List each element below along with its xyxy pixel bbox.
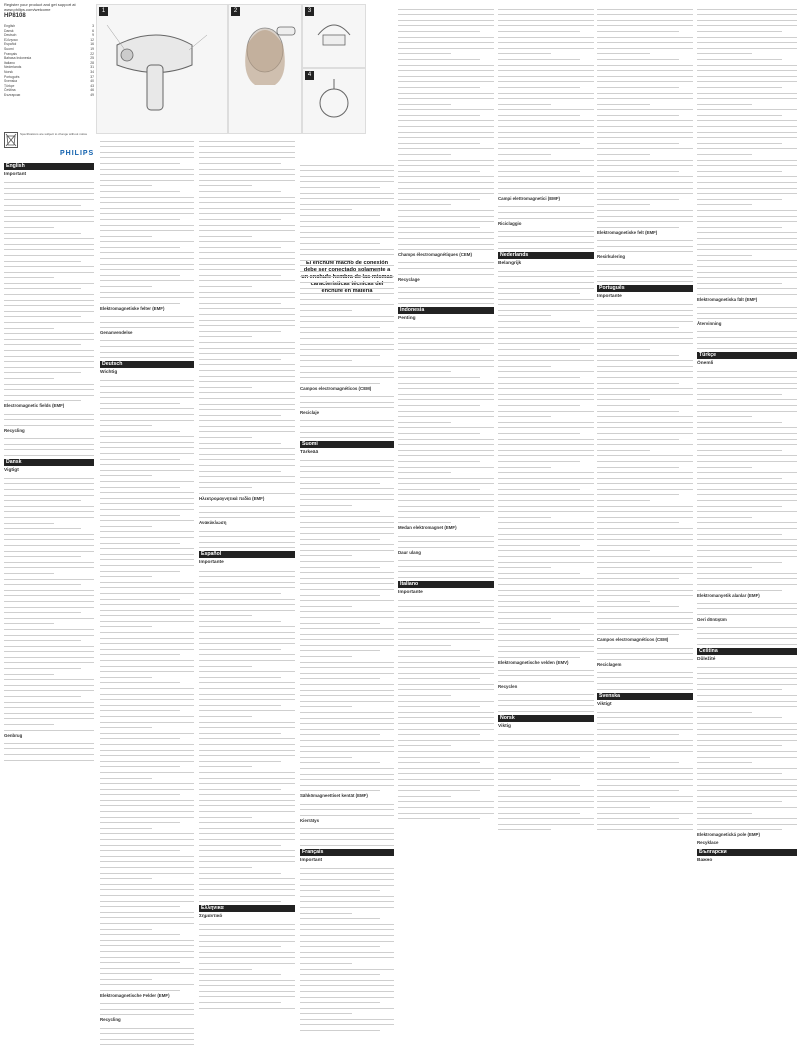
toc-page: 31: [90, 65, 94, 70]
emf-heading: Elektromagnetische velden (EMV): [498, 659, 569, 665]
text-line: [697, 289, 797, 295]
toc-language: Norsk: [4, 69, 13, 74]
text-line: [300, 810, 394, 816]
section-subheading: Importante: [398, 589, 423, 595]
philips-logo: PHILIPS: [60, 150, 95, 157]
language-heading: Português: [597, 285, 693, 292]
text-line: [597, 247, 693, 253]
section-subheading: Viktig: [498, 724, 511, 730]
emf-heading: Medan elektromagnet (EMF): [398, 525, 457, 531]
text-line: [498, 825, 551, 831]
emf-heading: Elektromagnetische Felder (EMF): [100, 993, 170, 999]
text-line: [498, 706, 594, 712]
text-line: [398, 299, 494, 305]
toc-language: Português: [4, 74, 20, 79]
toc-page: 3: [92, 24, 94, 28]
section-subheading: Vigtigt: [4, 467, 19, 473]
text-line: [697, 609, 797, 615]
text-line: [597, 654, 693, 660]
recycling-heading: Genanvendelse: [100, 330, 133, 336]
emf-heading: Elektromagnetiske felt (EMF): [597, 229, 658, 235]
toc-page: 49: [90, 92, 94, 97]
model-number: HP8108: [4, 13, 26, 19]
toc-page: 46: [90, 88, 94, 93]
text-line: [300, 1025, 380, 1031]
text-line: [199, 488, 295, 494]
text-line: [100, 353, 194, 359]
recycling-heading: Riciclaggio: [498, 220, 522, 226]
recycling-heading: Återvinning: [697, 321, 722, 327]
text-line: [300, 403, 394, 409]
toc-page: 34: [90, 69, 94, 74]
text-line: [398, 245, 494, 251]
emf-heading: Campi elettromagnetici (EMF): [498, 196, 560, 202]
text-line: [498, 243, 594, 249]
language-heading: English: [4, 163, 94, 170]
text-line: [597, 825, 693, 831]
section-subheading: Важно: [697, 857, 713, 863]
text-line: [100, 323, 194, 329]
toc-page: 22: [90, 51, 94, 56]
language-heading: Norsk: [498, 715, 594, 722]
section-subheading: Important: [300, 857, 323, 863]
recycling-heading: Genbrug: [4, 732, 23, 738]
text-line: [697, 344, 797, 350]
toc-language: Suomi: [4, 46, 14, 51]
text-line: [199, 896, 281, 902]
toc-page: 28: [90, 60, 94, 65]
weee-bin-icon: [4, 132, 18, 148]
toc-page: 19: [90, 46, 94, 51]
illustration-3: [302, 4, 366, 68]
text-line: [4, 450, 94, 456]
toc-language: Türkçe: [4, 83, 15, 88]
toc-page: 43: [90, 83, 94, 88]
text-column: [697, 4, 797, 1002]
language-heading: Türkçe: [697, 352, 797, 359]
text-line: [300, 378, 380, 384]
toc-page: 16: [90, 42, 94, 47]
section-subheading: Penting: [398, 316, 416, 322]
section-subheading: Důležité: [697, 656, 716, 662]
text-line: [4, 420, 94, 426]
text-line: [300, 786, 380, 792]
woman-drying-hair-icon: [229, 5, 301, 133]
toc-language: Italiano: [4, 60, 15, 65]
text-column: [100, 136, 194, 1023]
toc-entry: [4, 93, 94, 98]
header-line1: Register your product and get support at: [4, 2, 76, 7]
text-line: [300, 840, 394, 846]
step-number: 2: [231, 7, 240, 16]
section-subheading: Önemli: [697, 361, 714, 367]
emf-heading: Campos electromagnéticos (CEM): [597, 637, 669, 643]
text-line: [398, 269, 494, 275]
toc-page: 6: [92, 28, 94, 33]
text-line: [498, 189, 594, 195]
recycling-heading: Reciclagem: [597, 661, 622, 667]
text-line: [597, 222, 679, 228]
text-line: [4, 725, 94, 731]
recycling-heading: Recyclage: [398, 276, 420, 282]
text-line: [697, 825, 782, 831]
text-column: [597, 4, 693, 1002]
language-heading: Español: [199, 551, 295, 558]
toc-page: 12: [90, 37, 94, 42]
text-line: [398, 572, 494, 578]
emf-heading: Champs électromagnétiques (CEM): [398, 252, 472, 258]
emf-heading: Ηλεκτρομαγνητικά πεδία (EMF): [199, 496, 265, 501]
text-line: [100, 1010, 194, 1016]
text-line: [199, 513, 295, 519]
toc-page: 40: [90, 79, 94, 84]
language-heading: Suomi: [300, 441, 394, 448]
emf-heading: Elektromagnetiske felter (EMF): [100, 305, 165, 311]
text-line: [199, 543, 295, 549]
section-subheading: Tärkeää: [300, 450, 319, 456]
text-line: [100, 985, 180, 991]
section-subheading: Wichtig: [100, 370, 118, 376]
text-line: [4, 755, 94, 761]
text-column: [4, 160, 94, 1002]
text-column: [498, 4, 594, 1002]
recycling-heading: Recyklace: [697, 839, 719, 845]
toc-language: Ελληνικα: [4, 37, 18, 42]
hanging-loop-icon: [303, 5, 365, 67]
recycling-heading: Ανακύκλωση: [199, 520, 227, 526]
text-column: [300, 160, 394, 1002]
recycling-heading: Recycling: [4, 427, 25, 433]
language-heading: Deutsch: [100, 361, 194, 368]
text-line: [498, 213, 594, 219]
text-column: [398, 4, 494, 1002]
text-column: [199, 136, 295, 1002]
step-number: 1: [99, 7, 108, 16]
text-line: [300, 433, 394, 439]
text-line: [597, 684, 693, 690]
text-line: [398, 542, 494, 548]
illustration-1: [96, 4, 228, 134]
language-heading: Dansk: [4, 459, 94, 466]
toc-language: English: [4, 24, 16, 28]
recycling-heading: Geri dönüşüm: [697, 616, 727, 622]
cord-storage-icon: [303, 69, 365, 133]
language-heading: Indonesia: [398, 307, 494, 314]
spanish-plug-warning: El enchufe macho de conexión debe ser conectado solamente a un enchufe hembra de las mismas características técnicas del enchufe en materia: [301, 260, 393, 294]
toc-language: Bahasa Indonesia: [4, 56, 32, 61]
step-number: 4: [305, 71, 314, 80]
section-subheading: Importante: [199, 560, 224, 566]
language-heading: Български: [697, 849, 797, 856]
emf-heading: Elektromanyetik alanlar (EMF): [697, 592, 760, 598]
illustration-4: [302, 68, 366, 134]
emf-heading: Sähkömagneettiset kentät (EMF): [300, 793, 368, 799]
emf-heading: Campos electromagnéticos (CEM): [300, 385, 372, 391]
text-line: [100, 1040, 194, 1045]
section-subheading: Viktigt: [597, 701, 612, 707]
language-heading: Nederlands: [498, 252, 594, 259]
spec-note: Specifications are subject to change without notice: [20, 132, 88, 136]
text-line: [597, 630, 679, 636]
toc-page: 25: [90, 56, 94, 61]
text-line: [697, 585, 782, 591]
toc-language: Français: [4, 51, 18, 56]
header-block: [4, 2, 94, 19]
toc-language: Български: [4, 92, 21, 97]
hair-dryer-diagram-icon: [97, 5, 227, 133]
step-number: 3: [305, 7, 314, 16]
recycling-heading: Recycling: [100, 1017, 121, 1023]
emf-heading: Elektromagnetiska fält (EMF): [697, 296, 758, 302]
toc-language: Čeština: [4, 88, 16, 93]
text-line: [100, 298, 180, 304]
text-line: [697, 314, 797, 320]
text-line: [498, 676, 594, 682]
recycling-heading: Kierrätys: [300, 817, 320, 823]
text-line: [4, 396, 81, 402]
toc-language: Svenska: [4, 79, 18, 84]
recycling-heading: Reciclaje: [300, 410, 320, 416]
text-line: [199, 1003, 295, 1009]
section-subheading: Importante: [597, 294, 622, 300]
language-heading: Ελληνικα: [199, 905, 295, 912]
language-index: [4, 24, 94, 98]
toc-language: Español: [4, 42, 17, 47]
text-line: [398, 518, 451, 524]
section-subheading: Belangrijk: [498, 260, 522, 266]
text-line: [498, 652, 580, 658]
recycling-heading: Recyclen: [498, 684, 518, 690]
section-subheading: Important: [4, 172, 27, 177]
text-line: [597, 277, 693, 283]
toc-language: Dansk: [4, 28, 14, 33]
language-heading: Svenska: [597, 693, 693, 700]
text-line: [697, 639, 797, 645]
header-url: www.philips.com/welcome: [4, 7, 51, 12]
recycling-heading: Daur ulang: [398, 549, 421, 555]
section-subheading: Σημαντικό: [199, 913, 223, 919]
toc-language: Nederlands: [4, 65, 22, 70]
toc-language: Deutsch: [4, 33, 17, 38]
language-heading: Français: [300, 849, 394, 856]
emf-heading: Electromagnetic fields (EMF): [4, 403, 65, 409]
emf-heading: Elektromagnetická pole (EMP): [697, 832, 760, 838]
language-heading: Čeština: [697, 648, 797, 655]
toc-page: 37: [90, 74, 94, 79]
illustration-2: [228, 4, 302, 134]
text-line: [398, 814, 480, 820]
recycling-heading: Resirkulering: [597, 254, 626, 260]
toc-page: 9: [92, 33, 94, 38]
language-heading: Italiano: [398, 581, 494, 588]
